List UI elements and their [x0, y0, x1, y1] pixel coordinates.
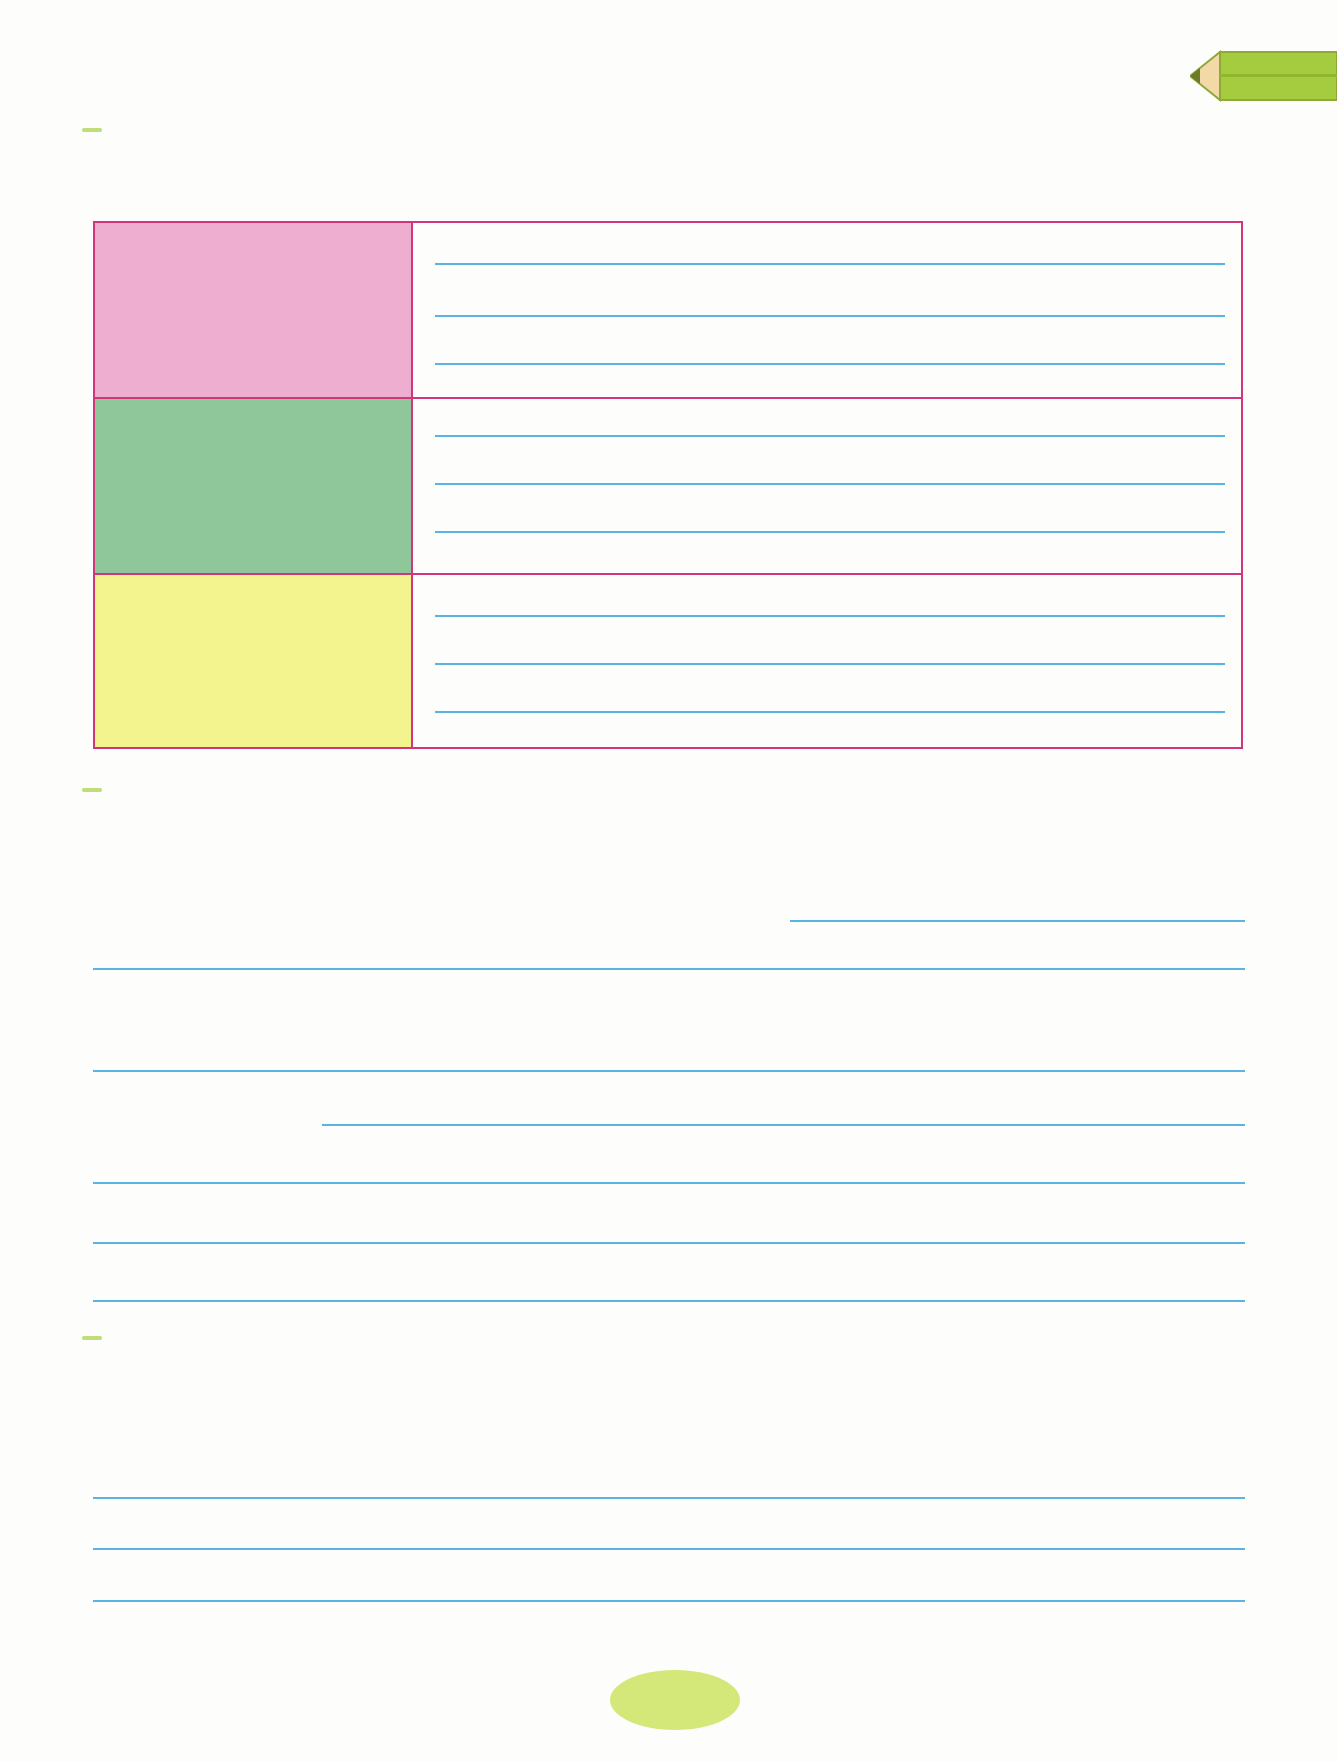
table-row-family [95, 575, 1241, 747]
row-label-classmates [95, 223, 413, 399]
answer-line [435, 315, 1225, 317]
answer-line [93, 1300, 1245, 1302]
answer-line [435, 531, 1225, 533]
answer-line [93, 1548, 1245, 1550]
answer-line [93, 968, 1245, 970]
answer-line [93, 1242, 1245, 1244]
answer-line [435, 711, 1225, 713]
answer-line [435, 615, 1225, 617]
task-7-number [82, 128, 102, 132]
interests-table [93, 221, 1243, 749]
answer-line [93, 1497, 1245, 1499]
table-row-classmates [95, 223, 1241, 399]
pencil-icon [1190, 44, 1337, 108]
answer-line [322, 1124, 1245, 1126]
answer-line [435, 435, 1225, 437]
row-label-friends [95, 399, 413, 575]
table-row-friends [95, 399, 1241, 575]
task-9-number [82, 1336, 102, 1340]
answer-line [435, 363, 1225, 365]
answer-line [93, 1600, 1245, 1602]
answer-line [435, 663, 1225, 665]
answer-line [93, 1070, 1245, 1072]
answer-line [790, 920, 1245, 922]
answer-line [93, 1182, 1245, 1184]
answer-line [435, 483, 1225, 485]
page-number [610, 1670, 740, 1730]
row-label-family [95, 575, 413, 747]
top-dot-border [90, 68, 1170, 92]
task-8-number [82, 788, 102, 792]
answer-line [435, 263, 1225, 265]
